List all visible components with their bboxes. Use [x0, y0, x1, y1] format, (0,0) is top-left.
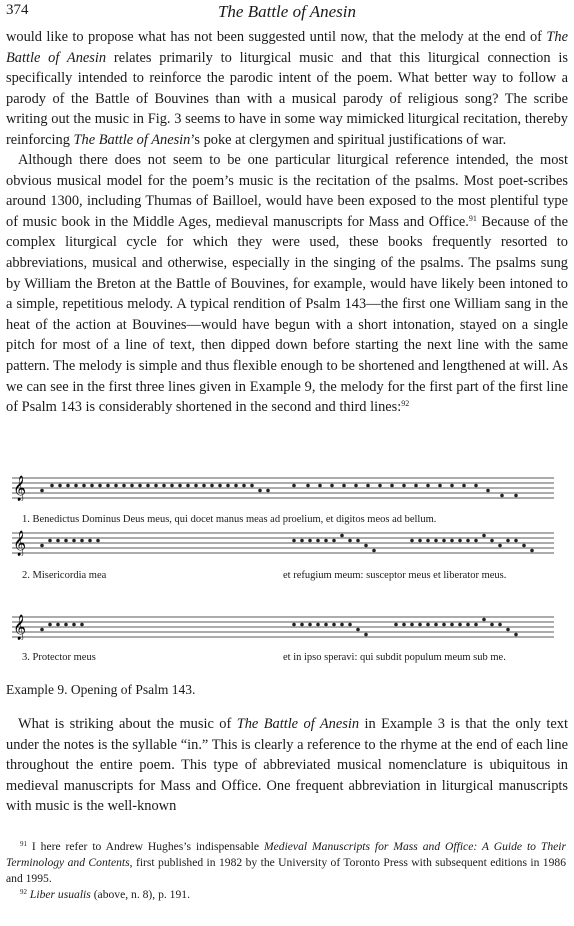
note-dot [58, 484, 62, 488]
note-dot [74, 484, 78, 488]
note-dot [90, 484, 94, 488]
note-dot [154, 484, 158, 488]
note-dot [462, 484, 466, 488]
footnote-91-number: 91 [20, 840, 27, 848]
note-dot [450, 539, 454, 543]
note-dot [418, 623, 422, 627]
note-dot [114, 484, 118, 488]
music-staff-3 [12, 614, 554, 640]
note-dot [48, 539, 52, 543]
note-dot [64, 623, 68, 627]
treble-clef-icon: 𝄞 [13, 615, 27, 640]
footnote-ref-91[interactable]: 91 [468, 213, 477, 223]
footnote-92-number: 92 [20, 888, 27, 896]
music-staff-1 [12, 475, 554, 501]
note-dot [332, 623, 336, 627]
note-dot [50, 484, 54, 488]
footnote-91-text-b: , first published in 1982 by the University of Toronto Press with subsequent editions in 1986 and 1995. [6, 856, 566, 885]
note-dot [56, 623, 60, 627]
example-caption: Example 9. Opening of Psalm 143. [6, 682, 196, 697]
note-dot [530, 549, 534, 553]
note-dot [466, 623, 470, 627]
note-dot [342, 484, 346, 488]
music-staff-2 [12, 530, 554, 556]
note-dot [242, 484, 246, 488]
note-dot [500, 494, 504, 498]
footnote-91-text-a: I here refer to Andrew Hughes’s indispensable [27, 840, 264, 853]
note-dot [96, 539, 100, 543]
page-header [6, 2, 568, 24]
note-dot [414, 484, 418, 488]
note-dot [474, 539, 478, 543]
note-dot [308, 539, 312, 543]
staff-3-text-a: 3. Protector meus [22, 652, 96, 663]
p2-text-b: Because of the complex liturgical cycle for which they were used, these books frequently resorted to abbreviations, musical and otherwise, especially in the singing of the psalms. The psalms sung by William the Breton at the Battle of Bouvines, for example, would have likely been intoned to a simple, repetitious melody. A typical rendition of Psalm 143—the first one William sang in the heat of the action at Bouvines—would have begun with a short intonation, stayed on a single pitch for most of a line of text, then dipped down before starting the next line with the same pattern. The melody is simple and thus flexible enough to be shortened and lengthened at will. As we can see in the first three lines given in Example 9, the melody for the first part of the first line of Psalm 143 is considerably shortened in the second and third lines: [6, 213, 568, 416]
note-dot [506, 539, 510, 543]
p1-text-b: relates primarily to liturgical music and that this liturgical connection is specifically intended to reinforce the parodic intent of the poem. What better way to follow a parody of the Battle of Bouvines than with a musical parody of religious song? The scribe writing out the music in Fig. 3 seems to have in some way mimicked liturgical recitation, thereby reinforcing [6, 49, 568, 148]
note-dot [202, 484, 206, 488]
note-dot [348, 539, 352, 543]
note-dot [330, 484, 334, 488]
note-dot [292, 623, 296, 627]
note-dot [356, 628, 360, 632]
note-dot [356, 539, 360, 543]
note-dot [324, 623, 328, 627]
note-dot [340, 623, 344, 627]
note-dot [226, 484, 230, 488]
note-dot [438, 484, 442, 488]
note-dot [82, 484, 86, 488]
note-dot [458, 623, 462, 627]
footnote-91 [6, 839, 566, 887]
p1-text-a: would like to propose what has not been suggested until now, that the melody at the end of [6, 29, 547, 45]
note-dot [138, 484, 142, 488]
p2-text-a: Although there does not seem to be one particular liturgical reference intended, the most obvious musical model for the poem’s music is the recitation of the psalms. Most poet-scribes around 1300, including Thumas of Bailloel, would have been exposed to the most plentiful type of music book in the Middle Ages, medieval manuscripts for Mass and Office. [6, 152, 568, 230]
note-dot [64, 539, 68, 543]
note-dot [366, 484, 370, 488]
staff-1-text: 1. Benedictus Dominus Deus meus, qui docet manus meas ad proelium, et digitos meos ad bellum. [22, 514, 437, 525]
staff-2-text-a: 2. Misericordia mea [22, 570, 107, 581]
note-dot [88, 539, 92, 543]
p1-text-c: ’s poke at clergymen and spiritual justifications of war. [190, 131, 507, 148]
note-dot [466, 539, 470, 543]
note-dot [306, 484, 310, 488]
note-dot [490, 623, 494, 627]
p3-title-italic: The Battle of Anesin [236, 716, 360, 732]
note-dot [170, 484, 174, 488]
staff-2-text-b: et refugium meum: susceptor meus et liberator meus. [283, 570, 507, 581]
note-dot [292, 539, 296, 543]
note-dot [178, 484, 182, 488]
note-dot [482, 534, 486, 538]
note-dot [390, 484, 394, 488]
note-dot [122, 484, 126, 488]
note-dot [332, 539, 336, 543]
page-number: 374 [6, 2, 29, 18]
note-dot [514, 539, 518, 543]
note-dot [340, 534, 344, 538]
note-dot [426, 623, 430, 627]
paragraph-1 [6, 27, 568, 151]
paragraph-3 [6, 714, 568, 817]
note-dot [458, 539, 462, 543]
p3-text-b: in Example 3 is that the only text under the notes is the syllable “in.” This is clearly a reference to the rhyme at the end of each line throughout the entire poem. This type of abbreviated musical nomenclature is ubiquitous in medieval manuscripts for Mass and Office. One frequent abbreviation in liturgical manuscripts with music is the well-known [6, 716, 568, 815]
note-dot [80, 623, 84, 627]
note-dot [364, 633, 368, 637]
note-dot [498, 544, 502, 548]
staff-3-text-b: et in ipso speravi: qui subdit populum meum sub me. [283, 652, 506, 663]
note-dot [300, 623, 304, 627]
note-dot [522, 544, 526, 548]
note-dot [410, 623, 414, 627]
note-dot [66, 484, 70, 488]
note-dot [48, 623, 52, 627]
note-dot [442, 539, 446, 543]
note-dot [354, 484, 358, 488]
note-dot [258, 489, 262, 493]
footnote-91-title: Medieval Manuscripts for Mass and Office: A Guide to Their Terminology and Contents [6, 840, 566, 869]
note-dot [434, 623, 438, 627]
footnotes [6, 839, 566, 903]
note-dot [194, 484, 198, 488]
note-dot [186, 484, 190, 488]
note-dot [348, 623, 352, 627]
note-dot [426, 539, 430, 543]
note-dot [364, 544, 368, 548]
note-dot [250, 484, 254, 488]
note-dot [318, 484, 322, 488]
note-dot [450, 484, 454, 488]
note-dot [402, 484, 406, 488]
note-dot [490, 539, 494, 543]
note-dot [426, 484, 430, 488]
note-dot [106, 484, 110, 488]
note-dot [450, 623, 454, 627]
footnote-92 [6, 887, 566, 903]
note-dot [56, 539, 60, 543]
paragraph-2 [6, 150, 568, 418]
note-dot [234, 484, 238, 488]
note-dot [210, 484, 214, 488]
note-dot [482, 618, 486, 622]
note-dot [72, 623, 76, 627]
footnote-92-text-b: (above, n. 8), p. 191. [90, 888, 190, 901]
note-dot [394, 623, 398, 627]
note-dot [324, 539, 328, 543]
p1-title-italic-a: The Battle of Anesin [6, 29, 568, 66]
p1-title-italic-b: The Battle of Anesin [73, 131, 191, 148]
note-dot [474, 484, 478, 488]
footnote-92-title: Liber usualis [29, 888, 91, 901]
note-dot [292, 484, 296, 488]
note-dot [474, 623, 478, 627]
note-dot [372, 549, 376, 553]
note-dot [486, 489, 490, 493]
note-dot [442, 623, 446, 627]
note-dot [514, 494, 518, 498]
note-dot [98, 484, 102, 488]
note-dot [316, 539, 320, 543]
note-dot [410, 539, 414, 543]
footnote-ref-92[interactable]: 92 [401, 399, 410, 409]
treble-clef-icon: 𝄞 [13, 531, 27, 556]
note-dot [418, 539, 422, 543]
note-dot [162, 484, 166, 488]
p3-text-a: What is striking about the music of [18, 716, 237, 732]
note-dot [40, 489, 44, 493]
note-dot [218, 484, 222, 488]
treble-clef-icon: 𝄞 [13, 476, 27, 501]
note-dot [316, 623, 320, 627]
note-dot [72, 539, 76, 543]
note-dot [434, 539, 438, 543]
note-dot [514, 633, 518, 637]
note-dot [402, 623, 406, 627]
note-dot [378, 484, 382, 488]
note-dot [266, 489, 270, 493]
note-dot [308, 623, 312, 627]
note-dot [130, 484, 134, 488]
running-title: The Battle of Anesin [217, 2, 357, 21]
note-dot [80, 539, 84, 543]
note-dot [40, 544, 44, 548]
note-dot [506, 628, 510, 632]
note-dot [300, 539, 304, 543]
note-dot [146, 484, 150, 488]
note-dot [498, 623, 502, 627]
note-dot [40, 628, 44, 632]
